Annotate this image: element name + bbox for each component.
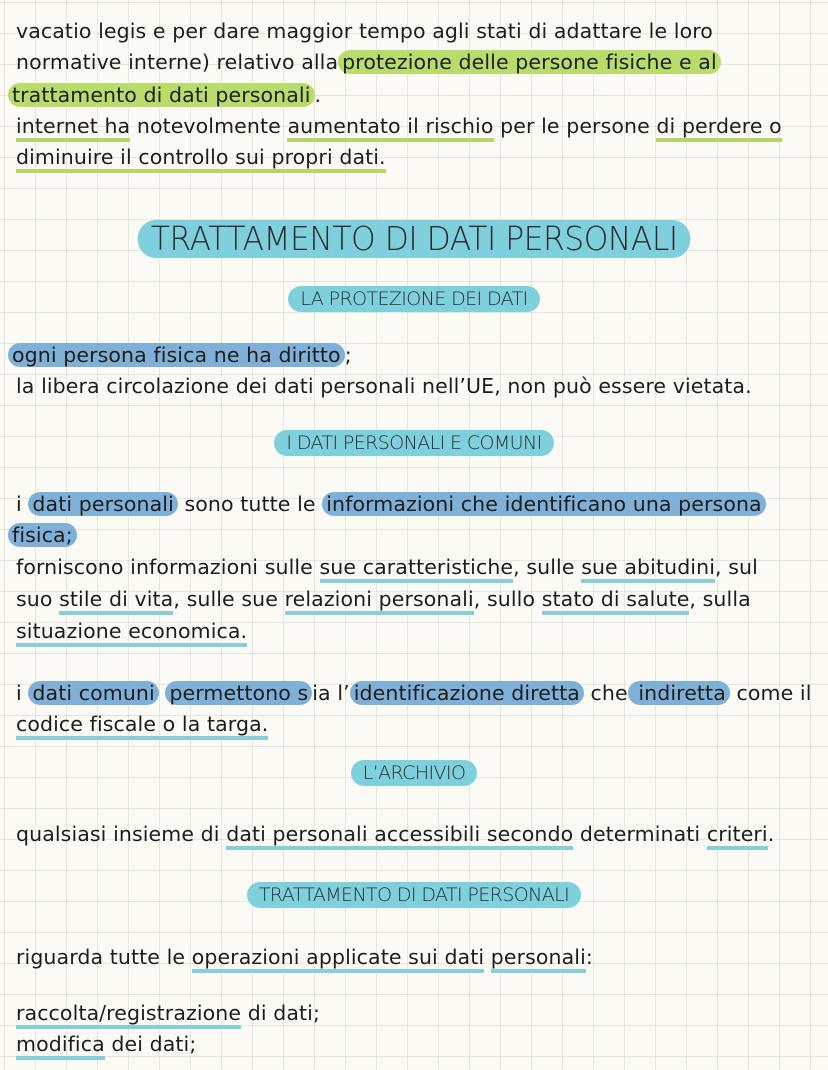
text: qualsiasi insieme di: [16, 822, 227, 846]
teal-underline: dati personali accessibili secondo: [226, 822, 573, 850]
blue-highlight: informazioni che identificano una persona: [322, 492, 765, 516]
intro-line-4: [16, 111, 812, 141]
text: i: [16, 492, 29, 516]
text: come il: [729, 681, 812, 705]
blue-highlight: ogni persona fisica ne ha diritto: [8, 343, 345, 367]
text: , sul: [715, 555, 758, 579]
text: ia l’: [312, 681, 350, 705]
text: , sullo: [473, 587, 542, 611]
intro-line-5: [16, 142, 812, 172]
text: ;: [344, 343, 352, 367]
dati-line-5: [16, 616, 812, 646]
intro-line-1: [16, 16, 812, 46]
text: dei dati;: [104, 1032, 197, 1056]
teal-underline: personali: [491, 945, 586, 973]
trattamento-line-1: [16, 942, 812, 972]
heading-text: I DATI PERSONALI E COMUNI: [274, 430, 553, 456]
teal-underline: sue caratteristiche: [320, 555, 514, 583]
green-underline: diminuire il controllo sui propri dati.: [16, 145, 386, 173]
text: per le persone: [493, 114, 657, 138]
heading-protezione: [0, 286, 828, 312]
heading-archivio: [0, 760, 828, 786]
intro-line-3: [8, 80, 812, 110]
blue-highlight: permettono s: [165, 681, 312, 705]
teal-underline: stato di salute: [542, 587, 690, 615]
heading-text: LA PROTEZIONE DEI DATI: [288, 286, 539, 312]
teal-underline: situazione economica.: [16, 619, 247, 647]
green-highlight: protezione delle persone fisiche e al: [338, 50, 721, 74]
dati-line-4: [16, 584, 812, 614]
teal-underline: sue abitudini: [581, 555, 715, 583]
text: [484, 945, 491, 969]
text: , sulla: [689, 587, 751, 611]
text: notevolmente: [130, 114, 288, 138]
blue-highlight: identificazione diretta: [350, 681, 584, 705]
teal-underline: stile di vita: [59, 587, 173, 615]
main-heading: [0, 220, 828, 258]
text: i: [16, 681, 29, 705]
dati-line-1: [16, 489, 812, 519]
heading-text: TRATTAMENTO DI DATI PERSONALI: [247, 882, 581, 908]
text: riguarda tutte le: [16, 945, 192, 969]
text: la libera circolazione dei dati personali nell’UE, non può essere vietata.: [16, 374, 752, 398]
green-underline: aumentato il rischio: [287, 114, 493, 142]
dati-line-7: [16, 709, 812, 739]
teal-underline: raccolta/registrazione: [16, 1001, 241, 1029]
green-underline: di perdere o: [656, 114, 781, 142]
heading-text: L’ARCHIVIO: [351, 760, 478, 786]
blue-highlight: dati comuni: [28, 681, 158, 705]
teal-underline: codice fiscale o la targa.: [16, 712, 268, 740]
dati-line-2: [8, 520, 812, 550]
heading-trattamento: [0, 882, 828, 908]
teal-underline: criteri: [707, 822, 768, 850]
green-underline: internet ha: [16, 114, 130, 142]
text: .: [767, 822, 775, 846]
heading-dati: [0, 430, 828, 456]
text: :: [585, 945, 593, 969]
main-heading-text: TRATTAMENTO DI DATI PERSONALI: [137, 220, 690, 258]
text: .: [314, 83, 322, 107]
text: normative interne) relativo alla: [16, 50, 339, 74]
dati-line-3: [16, 552, 812, 582]
teal-underline: modifica: [16, 1032, 105, 1060]
intro-line-2: [16, 47, 812, 77]
trattamento-line-3: [16, 1029, 812, 1059]
text: che: [583, 681, 628, 705]
text: , sulle: [513, 555, 582, 579]
text: forniscono informazioni sulle: [16, 555, 320, 579]
teal-underline: relazioni personali: [285, 587, 474, 615]
text: vacatio legis e per dare maggior tempo agli stati di adattare le loro: [16, 19, 713, 43]
text: , sulle sue: [173, 587, 285, 611]
text: suo: [16, 587, 60, 611]
teal-underline: operazioni applicate sui dati: [192, 945, 484, 973]
text: sono tutte le: [177, 492, 323, 516]
protezione-line-2: [16, 371, 812, 401]
protezione-line-1: [8, 340, 812, 370]
archivio-line-1: [16, 819, 812, 849]
green-highlight: trattamento di dati personali: [8, 83, 315, 107]
text: determinati: [573, 822, 707, 846]
blue-highlight: dati personali: [28, 492, 177, 516]
dati-line-6: [16, 678, 812, 708]
trattamento-line-2: [16, 998, 812, 1028]
blue-highlight: indiretta: [628, 681, 730, 705]
text: di dati;: [241, 1001, 320, 1025]
blue-highlight: fisica;: [8, 523, 77, 547]
